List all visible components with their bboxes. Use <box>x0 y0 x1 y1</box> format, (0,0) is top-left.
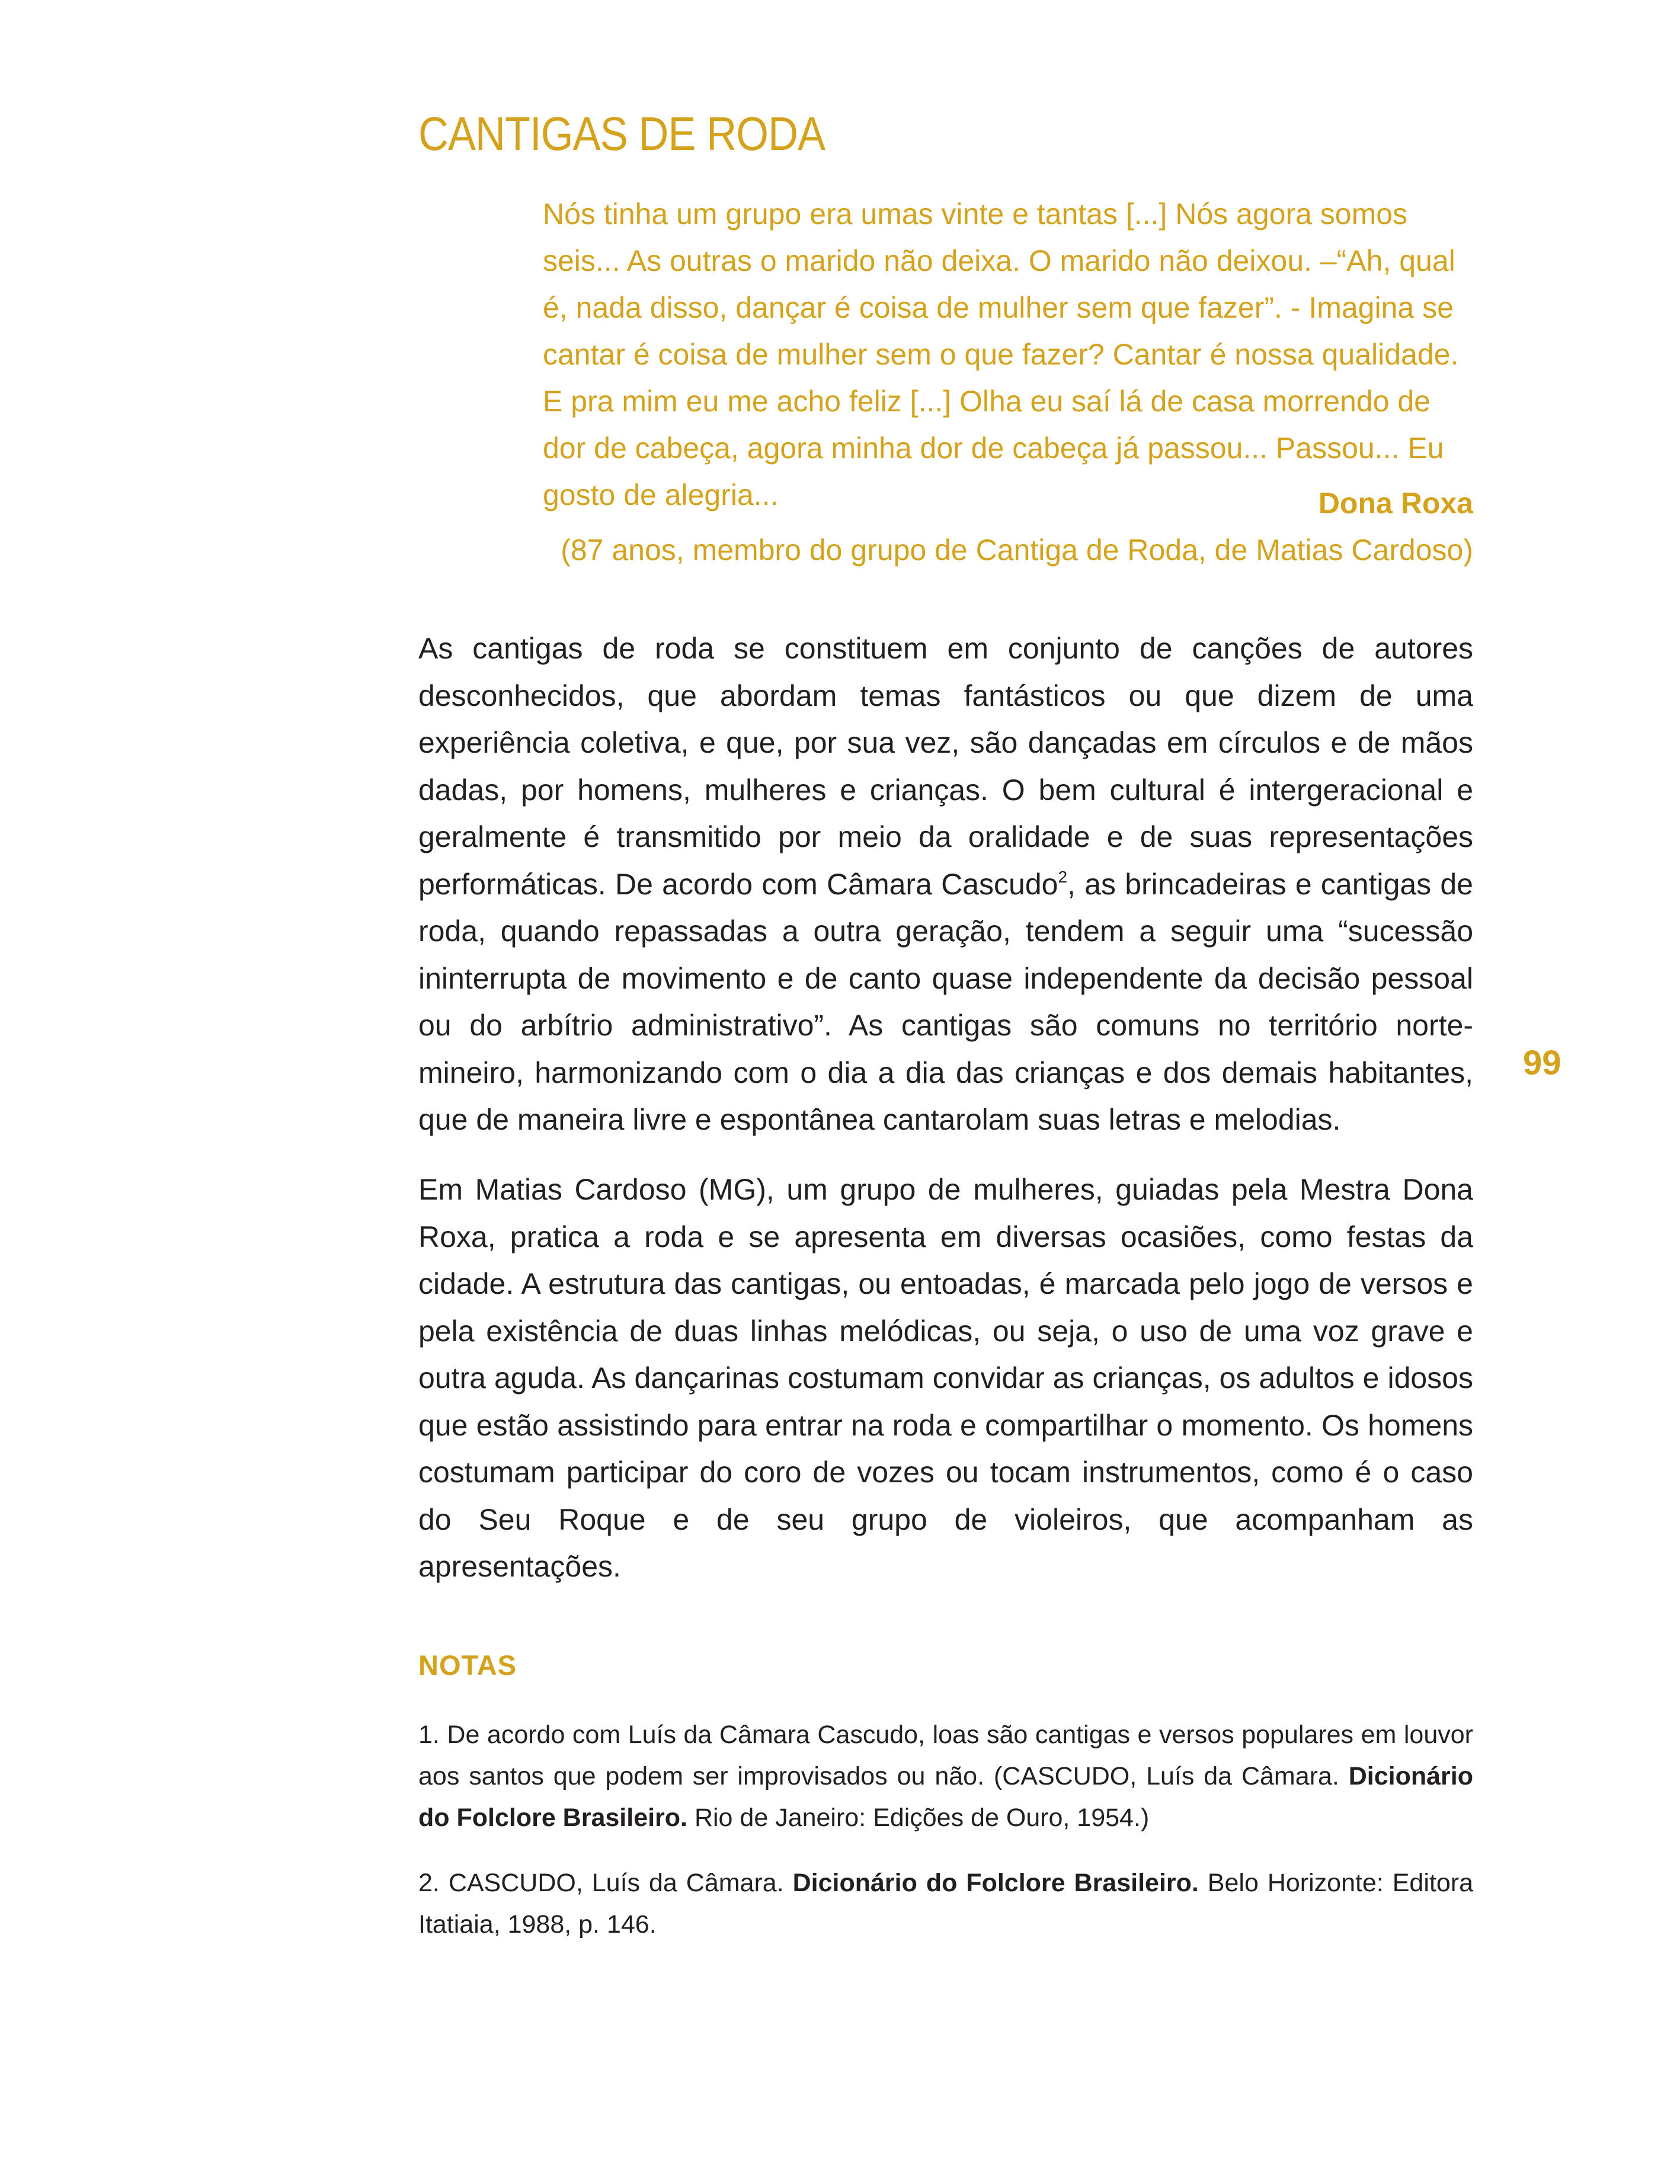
footnote-2-tail: Belo Horizonte: Editora Itatiaia, 1988, p. 146. <box>418 1869 1473 1939</box>
footnote-ref-2: 2 <box>1058 867 1068 886</box>
page-number: 99 <box>1523 1044 1561 1082</box>
footnote-2-title: Dicionário do Folclore Brasileiro. <box>792 1869 1199 1897</box>
quote-author-detail: (87 anos, membro do grupo de Cantiga de Roda, de Matias Cardoso) <box>561 533 1473 567</box>
footnote-1-text: 1. De acordo com Luís da Câmara Cascudo, loas são cantigas e versos populares em louvor aos santos que podem ser improvisados ou não. (CASCUDO, Luís da Câmara. <box>418 1721 1473 1790</box>
quote-attribution <box>450 480 1473 574</box>
epigraph-quote <box>543 191 1473 519</box>
body-paragraph-1-part-2: , as brincadeiras e cantigas de roda, quando repassadas a outra geração, tendem a seguir uma “sucessão ininterrupta de movimento e de canto quase independente da decisão pessoal ou do arbítrio administrativo”. As cantigas são comuns no território norte-mineiro, harmonizando com o dia a dia das crianças e dos demais habitantes, que de maneira livre e espontânea cantarolam suas letras e melodias. <box>418 867 1473 1136</box>
section-title: CANTIGAS DE RODA <box>418 107 825 160</box>
footnote-1-title: Dicionário do Folclore Brasileiro. <box>418 1762 1473 1832</box>
body-paragraph-1-part-1: As cantigas de roda se constituem em conjunto de canções de autores desconhecidos, que abordam temas fantásticos ou que dizem de uma experiência coletiva, e que, por sua vez, são dançadas em círculos e de mãos dadas, por homens, mulheres e crianças. O bem cultural é intergeracional e geralmente é transmitido por meio da oralidade e de suas representações performáticas. De acordo com Câmara Cascudo <box>418 632 1473 901</box>
footnote-1 <box>418 1714 1473 1838</box>
footnote-2-text: 2. CASCUDO, Luís da Câmara. <box>418 1869 793 1897</box>
body-paragraph-2: Em Matias Cardoso (MG), um grupo de mulheres, guiadas pela Mestra Dona Roxa, pratica a roda e se apresenta em diversas ocasiões, como festas da cidade. A estrutura das cantigas, ou entoadas, é marcada pelo jogo de versos e pela existência de duas linhas melódicas, ou seja, o uso de uma voz grave e outra aguda. As dançarinas costumam convidar as crianças, os adultos e idosos que estão assistindo para entrar na roda e compartilhar o momento. Os homens costumam participar do coro de vozes ou tocam instrumentos, como é o caso do Seu Roque e de seu grupo de violeiros, que acompanham as apresentações. <box>418 1173 1473 1583</box>
body-paragraph-1 <box>418 625 1473 1144</box>
quote-text: Nós tinha um grupo era umas vinte e tantas [...] Nós agora somos seis... As outras o marido não deixa. O marido não deixou. –“Ah, qual é, nada disso, dançar é coisa de mulher sem que fazer”. - Imagina se cantar é coisa de mulher sem o que fazer? Cantar é nossa qualidade. E pra mim eu me acho feliz [...] Olha eu saí lá de casa morrendo de dor de cabeça, agora minha dor de cabeça já passou... Passou... Eu gosto de alegria... <box>543 197 1459 511</box>
footnote-1-tail: Rio de Janeiro: Edições de Ouro, 1954.) <box>687 1804 1150 1832</box>
notes-heading: NOTAS <box>418 1649 517 1681</box>
footnote-2 <box>418 1862 1473 1945</box>
quote-author: Dona Roxa <box>1318 487 1473 520</box>
